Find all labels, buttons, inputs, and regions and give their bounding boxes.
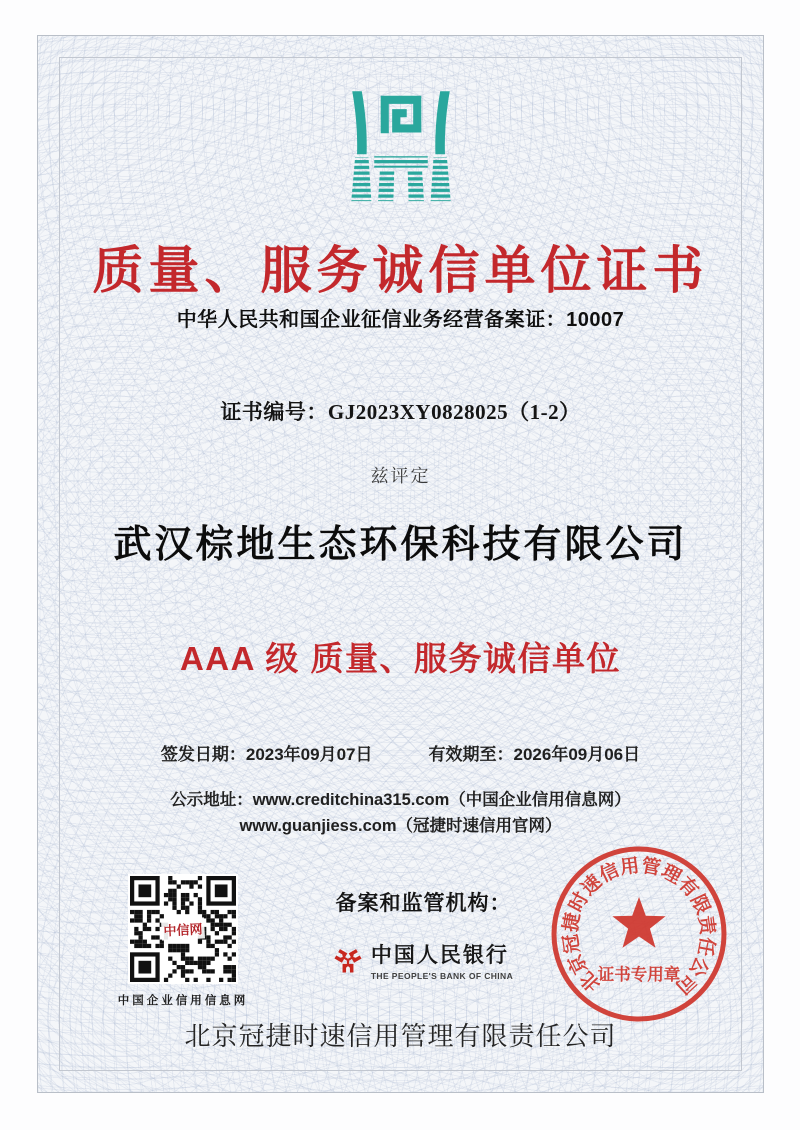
publicity-url-2: www.guanjiess.com（冠捷时速信用官网） [239, 817, 562, 836]
certificate-title: 质量、服务诚信单位证书 [92, 242, 709, 299]
publicity-urls [38, 787, 763, 840]
qr-caption: 中国企业信用信息网 [117, 995, 249, 1007]
publicity-url-1: www.creditchina315.com（中国企业信用信息网） [252, 791, 631, 809]
logo-row [38, 74, 763, 209]
qr-block [113, 874, 253, 1008]
valid-until-value: 2026年09月06日 [513, 745, 641, 764]
certificate-number-row [38, 400, 763, 424]
bank-logo [301, 939, 546, 981]
issue-date [161, 745, 373, 765]
valid-until-label: 有效期至： [428, 745, 514, 764]
publicity-url-line-2 [38, 813, 763, 839]
bank-name-cn: 中国人民银行 [370, 943, 509, 967]
publicity-url-line-1 [38, 787, 763, 813]
seal-caption: 证书专用章 [597, 965, 681, 984]
certificate-subtitle: 中华人民共和国企业征信业务经营备案证：10007 [176, 309, 625, 331]
seal-star-icon [612, 897, 665, 948]
rating-statement: AAA 级 质量、服务诚信单位 [179, 640, 622, 677]
seal-ring-text: 北京冠捷时速信用管理有限责任公司 [560, 855, 718, 998]
certificate-number-label: 证书编号： [220, 400, 328, 424]
certificate-sheet [37, 35, 764, 1093]
regulator-label: 备案和监管机构： [335, 891, 512, 915]
regulator-block [301, 887, 546, 981]
qr-box [128, 874, 238, 984]
pboc-emblem-icon [334, 940, 362, 980]
company-seal-icon [551, 846, 727, 1022]
guanjie-credit-logo-icon [333, 74, 469, 204]
issue-date-label: 签发日期： [160, 745, 246, 764]
assessment-intro-text: 兹评定 [370, 466, 431, 486]
dates-row [38, 745, 763, 765]
valid-until [429, 745, 641, 765]
bank-name-en: THE PEOPLE'S BANK OF CHINA [370, 971, 514, 981]
certificate-number-value: GJ2023XY0828025（1-2） [327, 400, 581, 424]
issue-date-value: 2023年09月07日 [245, 745, 373, 764]
publicity-label: 公示地址： [170, 791, 253, 809]
certified-company-name: 武汉棕地生态环保科技有限公司 [113, 524, 688, 566]
qr-center-text: 中信网 [161, 917, 205, 940]
issuer-company-name: 北京冠捷时速信用管理有限责任公司 [184, 1021, 617, 1051]
bank-name-block [371, 939, 513, 981]
